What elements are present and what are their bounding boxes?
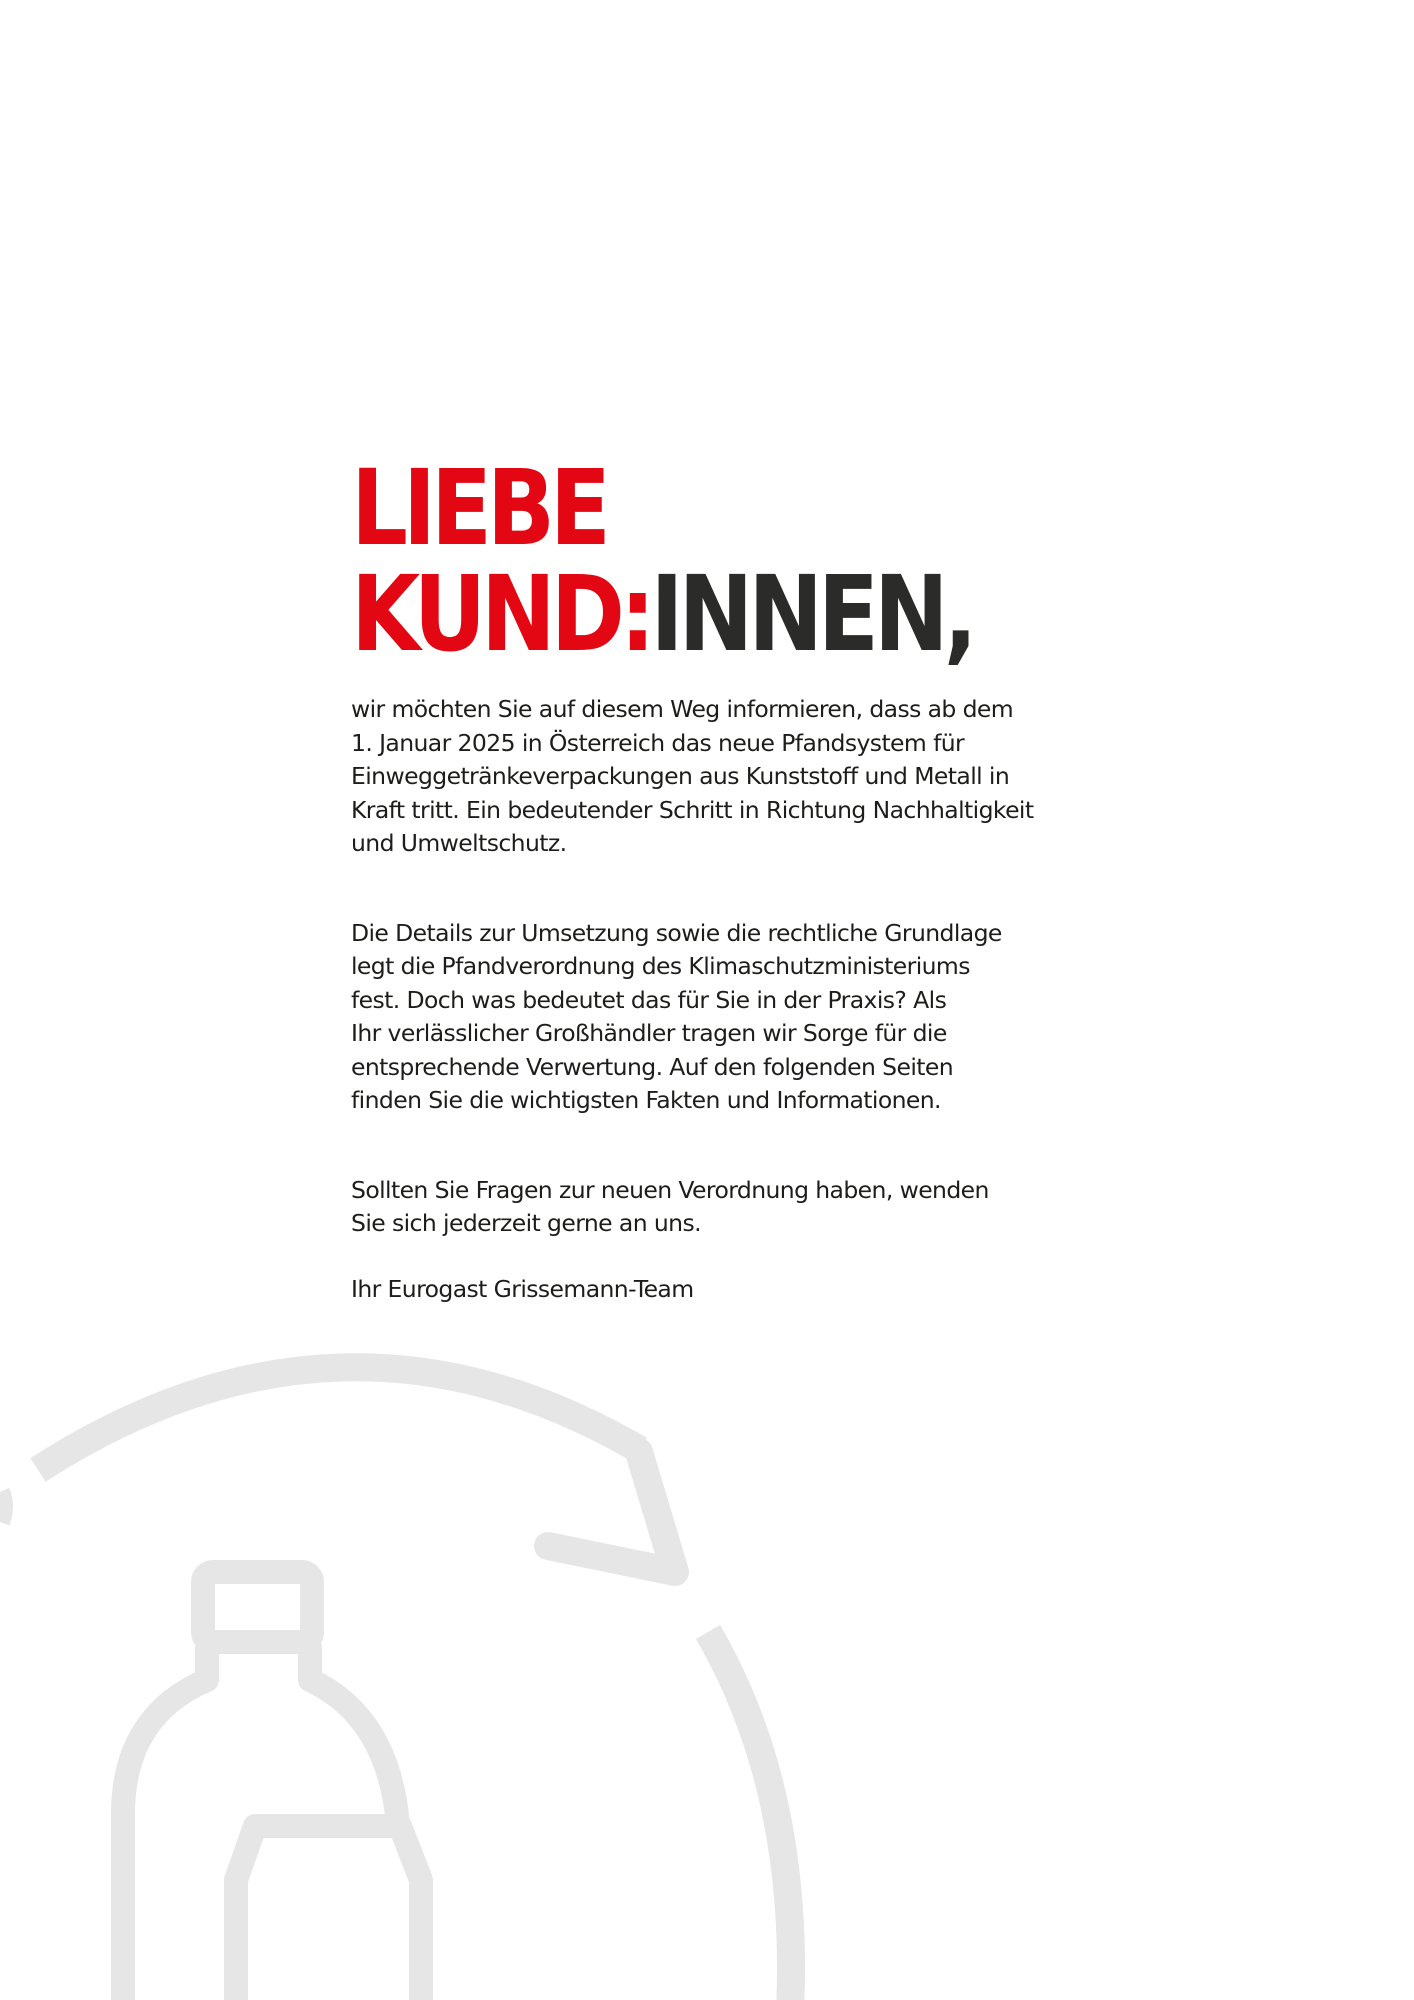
headline-line-1: LIEBE: [351, 447, 606, 569]
paragraph-details: Die Details zur Umsetzung sowie die rechtliche Grundlage legt die Pfandverordnung des Klimaschutzministeriums fest. Doch was bedeutet das für Sie in der Praxis? Als Ihr verlässlicher Großhändler tragen wir Sorge für die entsprechende Verwertung. Auf den folgenden Seiten finden Sie die wichtigsten Fakten und Informationen.: [351, 918, 1002, 1114]
recycling-arrow-head: [548, 1452, 675, 1572]
paragraph-intro: wir möchten Sie auf diesem Weg informieren, dass ab dem 1. Januar 2025 in Österreich das neue Pfandsystem für Einweggetränkeverpackungen aus Kunststoff und Metall in Kraft tritt. Ein bedeutender Schritt in Richtung Nachhaltigkeit und Umweltschutz.: [351, 695, 1034, 857]
headline-line-2-dark: INNEN,: [650, 553, 973, 675]
recycling-arc-upper: [38, 1367, 640, 1470]
letter-body: [351, 693, 1071, 1306]
can-body: [236, 1826, 421, 2000]
letter-content: [351, 447, 1071, 1306]
paragraph-contact: Sollten Sie Fragen zur neuen Verordnung haben, wenden Sie sich jederzeit gerne an uns.: [351, 1175, 989, 1237]
recycling-arc-lower: [708, 1632, 791, 2000]
recycling-arc-left-fragment: [0, 1492, 3, 1522]
headline-line-2-red: KUND:: [351, 553, 651, 675]
signature: Ihr Eurogast Grissemann-Team: [351, 1274, 694, 1303]
bottle-cap: [203, 1572, 312, 1642]
headline-line-2: [351, 553, 973, 675]
headline: [351, 447, 973, 675]
